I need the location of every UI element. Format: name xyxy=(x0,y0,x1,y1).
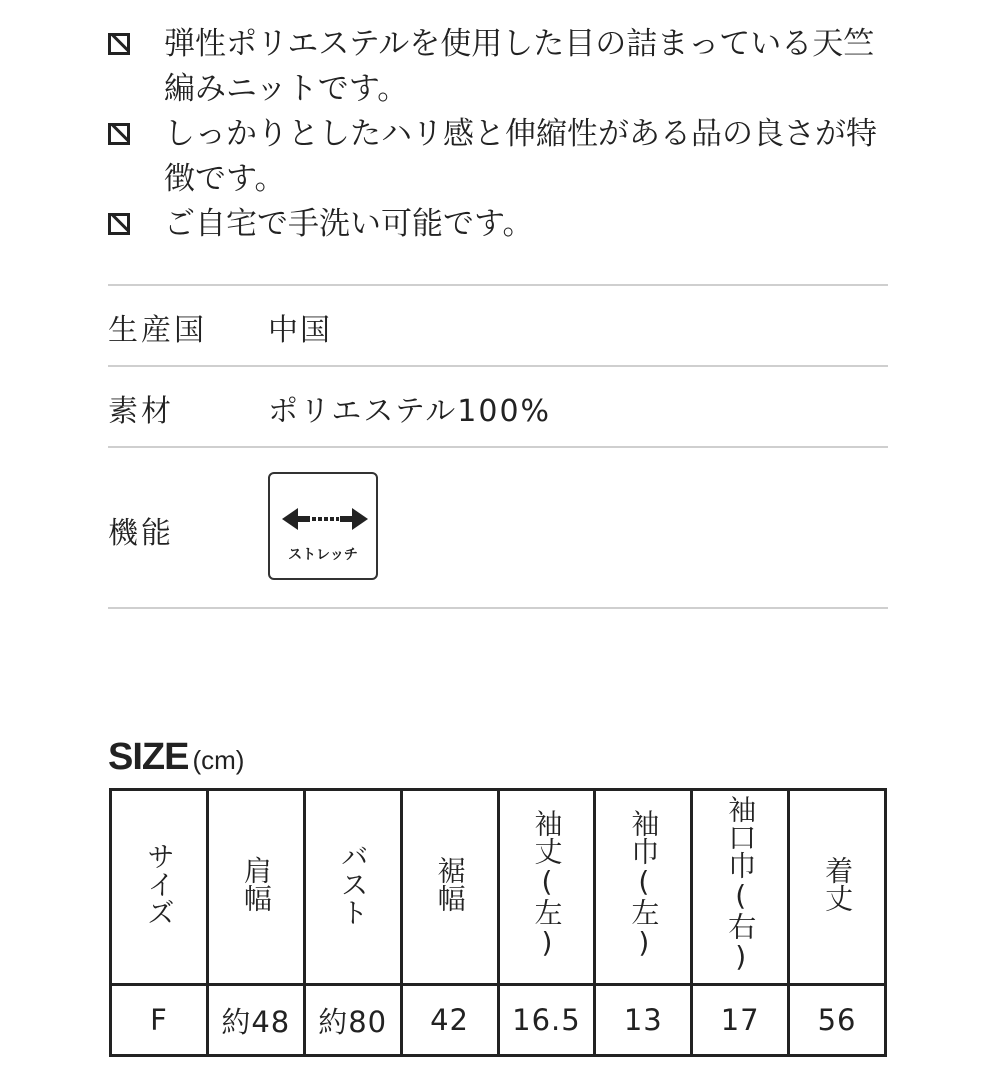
table-cell: 約48 xyxy=(207,985,304,1056)
table-header-cell: 袖丈(左) xyxy=(498,790,595,985)
table-row xyxy=(111,985,886,1056)
table-header-row xyxy=(111,790,886,985)
checkbox-mark-icon xyxy=(108,33,130,55)
table-cell: 56 xyxy=(789,985,886,1056)
table-cell: 17 xyxy=(692,985,789,1056)
table-header-cell: バスト xyxy=(304,790,401,985)
checkbox-mark-icon xyxy=(108,213,130,235)
table-cell: 13 xyxy=(595,985,692,1056)
spec-label: 生産国 xyxy=(108,313,207,348)
table-header-cell: サイズ xyxy=(111,790,208,985)
spec-value: ポリエステル100% xyxy=(268,394,552,429)
checkbox-mark-icon xyxy=(108,123,130,145)
size-heading xyxy=(108,736,244,779)
table-header-cell: 裾幅 xyxy=(401,790,498,985)
spec-value: 中国 xyxy=(268,313,332,348)
stretch-function-icon xyxy=(268,472,378,580)
table-cell: 16.5 xyxy=(498,985,595,1056)
table-header-cell: 袖巾(左) xyxy=(595,790,692,985)
feature-text: 弾性ポリエステルを使用した目の詰まっている天竺編みニットです。 xyxy=(164,26,875,107)
table-header-cell: 肩幅 xyxy=(207,790,304,985)
table-header-cell: 袖口巾(右) xyxy=(692,790,789,985)
feature-text: ご自宅で手洗い可能です。 xyxy=(164,206,534,242)
feature-item xyxy=(108,112,888,202)
stretch-icon-label: ストレッチ xyxy=(288,547,358,563)
divider xyxy=(108,284,888,286)
size-table xyxy=(109,788,887,1057)
table-cell: 42 xyxy=(401,985,498,1056)
stretch-arrows-icon xyxy=(282,504,368,534)
size-unit: (cm) xyxy=(192,745,245,775)
spec-label: 機能 xyxy=(108,516,174,551)
feature-item xyxy=(108,22,888,112)
spec-label: 素材 xyxy=(108,394,174,429)
size-title: SIZE xyxy=(108,736,189,778)
feature-text: しっかりとしたハリ感と伸縮性がある品の良さが特徴です。 xyxy=(164,116,877,197)
feature-list xyxy=(108,22,888,247)
table-cell: F xyxy=(111,985,208,1056)
table-header-cell: 着丈 xyxy=(789,790,886,985)
table-cell: 約80 xyxy=(304,985,401,1056)
divider xyxy=(108,365,888,367)
feature-item xyxy=(108,202,888,247)
divider xyxy=(108,607,888,609)
divider xyxy=(108,446,888,448)
